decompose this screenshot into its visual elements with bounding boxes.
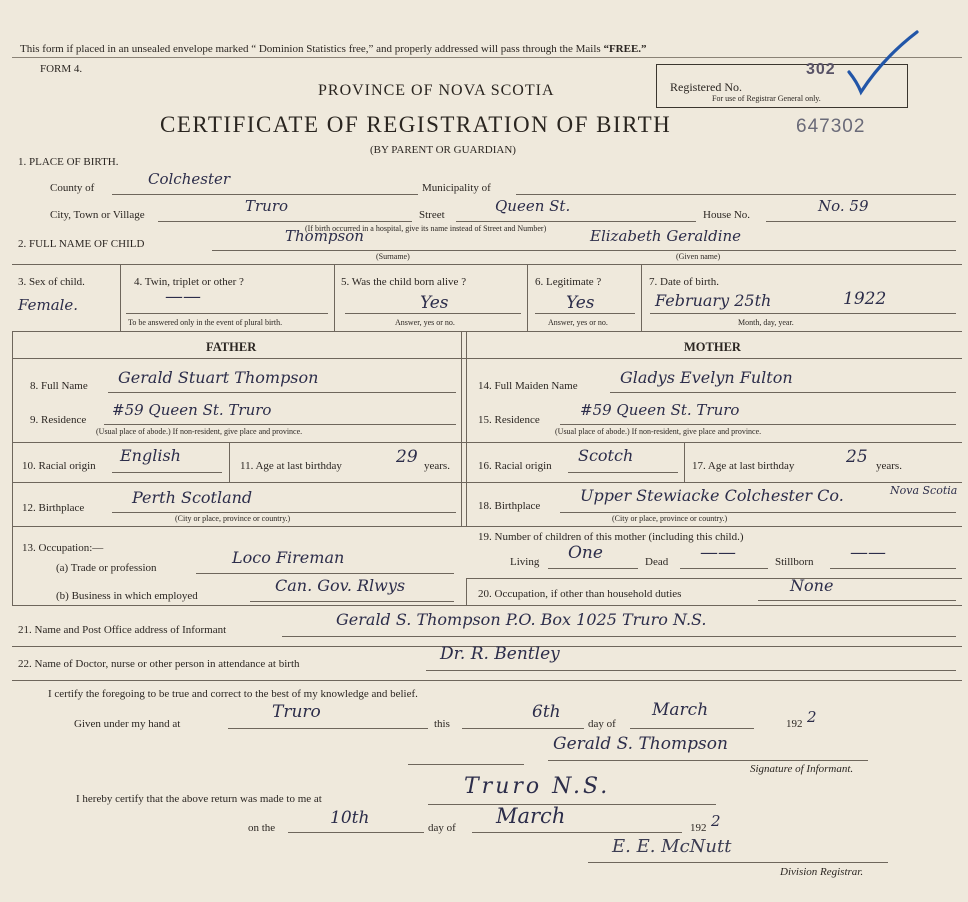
- row-rule-7: [12, 680, 962, 681]
- mother-racial-label: 16. Racial origin: [478, 460, 552, 472]
- mother-residence-label: 15. Residence: [478, 414, 540, 426]
- row-rule-3: [12, 526, 962, 527]
- living-value: One: [568, 543, 603, 563]
- twin-line: [126, 313, 328, 314]
- father-birthplace-note: (City or place, province or country.): [175, 514, 291, 523]
- county-label: County of: [50, 182, 95, 194]
- dob-line: [650, 313, 956, 314]
- child-name-line: [212, 250, 956, 251]
- mail-notice-text: This form if placed in an unsealed envelope marked “ Dominion Statistics free,” and properly addressed will pass through the Mails: [20, 43, 601, 55]
- father-name-line: [108, 392, 456, 393]
- informant-signature-line: [548, 760, 868, 761]
- dead-value: ——: [700, 542, 736, 563]
- dob-label: 7. Date of birth.: [649, 276, 719, 288]
- father-age-unit: years.: [424, 460, 450, 472]
- mother-age-unit: years.: [876, 460, 902, 472]
- father-birthplace-line: [112, 512, 456, 513]
- municipality-label: Municipality of: [422, 182, 491, 194]
- row-rule-2: [12, 482, 962, 483]
- registrar-month-line: [472, 832, 682, 833]
- mother-occupation-value: None: [790, 576, 834, 595]
- father-racial-line: [112, 472, 222, 473]
- house-value: No. 59: [818, 197, 869, 215]
- registrar-signature-line: [588, 862, 888, 863]
- given-caption: (Given name): [676, 252, 721, 261]
- parents-left-border: [12, 331, 13, 605]
- father-name-value: Gerald Stuart Thompson: [118, 368, 319, 387]
- child-surname: Thompson: [285, 227, 364, 245]
- mother-birthplace-extra: Nova Scotia: [890, 484, 958, 497]
- mother-maiden-line: [610, 392, 956, 393]
- given-year-suffix: 2: [807, 708, 817, 726]
- mother-age-label: 17. Age at last birthday: [692, 460, 795, 472]
- informant-value: Gerald S. Thompson P.O. Box 1025 Truro N.S.: [336, 610, 707, 629]
- sex-label: 3. Sex of child.: [18, 276, 85, 288]
- facts-bottom-rule: [12, 331, 962, 332]
- father-racial-value: English: [120, 446, 181, 465]
- legitimate-line: [535, 313, 635, 314]
- business-value: Can. Gov. Rlwys: [275, 576, 406, 595]
- twin-value: ——: [165, 286, 201, 307]
- informant-caption: Signature of Informant.: [750, 763, 854, 775]
- legitimate-label: 6. Legitimate ?: [535, 276, 602, 288]
- parents-center-divider-2: [466, 331, 467, 526]
- doctor-label: 22. Name of Doctor, nurse or other person in attendance at birth: [18, 658, 300, 670]
- city-value: Truro: [245, 197, 289, 215]
- twin-label: 4. Twin, triplet or other ?: [134, 276, 244, 288]
- living-label: Living: [510, 556, 540, 568]
- legitimate-value: Yes: [566, 293, 595, 313]
- alive-line: [345, 313, 521, 314]
- child-name-label: 2. FULL NAME OF CHILD: [18, 238, 145, 250]
- doctor-line: [426, 670, 956, 671]
- registrar-place-line: [428, 804, 716, 805]
- given-day-of-label: day of: [588, 718, 616, 730]
- trade-value: Loco Fireman: [232, 548, 345, 567]
- mother-heading: MOTHER: [684, 340, 741, 354]
- registrar-day-of-label: day of: [428, 822, 456, 834]
- surname-caption: (Surname): [376, 252, 410, 261]
- dob-note: Month, day, year.: [738, 318, 794, 327]
- registrar-caption: Division Registrar.: [780, 866, 864, 878]
- dob-month-day: February 25th: [655, 291, 772, 310]
- mother-racial-value: Scotch: [578, 446, 634, 465]
- registrar-place-value: Truro N.S.: [464, 774, 611, 799]
- father-residence-label: 9. Residence: [30, 414, 87, 426]
- mail-notice: [20, 43, 647, 55]
- mail-notice-free: “FREE.”: [603, 43, 647, 55]
- informant-line: [282, 636, 956, 637]
- certificate-subtitle: (BY PARENT OR GUARDIAN): [370, 144, 516, 156]
- given-month-value: March: [652, 700, 709, 720]
- business-line: [250, 601, 454, 602]
- father-name-label: 8. Full Name: [30, 380, 88, 392]
- stillborn-label: Stillborn: [775, 556, 814, 568]
- mother-occupation-label: 20. Occupation, if other than household duties: [478, 588, 682, 600]
- county-value: Colchester: [148, 170, 231, 188]
- registrar-day-value: 10th: [330, 808, 370, 828]
- registrar-note: For use of Registrar General only.: [712, 94, 821, 103]
- trade-line: [196, 573, 454, 574]
- given-day-line: [462, 728, 584, 729]
- mother-birthplace-note: (City or place, province or country.): [612, 514, 728, 523]
- children-label: 19. Number of children of this mother (including this child.): [478, 531, 744, 543]
- checkmark-icon: [845, 28, 920, 96]
- occupation-divider: [466, 578, 467, 605]
- registrar-statement: I hereby certify that the above return was made to me at: [76, 793, 322, 805]
- father-racial-divider: [229, 442, 230, 482]
- facts-divider-4: [641, 264, 642, 331]
- house-label: House No.: [703, 209, 751, 221]
- given-place-value: Truro: [272, 702, 321, 722]
- mother-birthplace-label: 18. Birthplace: [478, 500, 541, 512]
- registrar-year-prefix: 192: [690, 822, 707, 834]
- facts-divider-2: [334, 264, 335, 331]
- father-birthplace-value: Perth Scotland: [132, 488, 253, 507]
- registrar-month-value: March: [496, 804, 566, 828]
- given-year-prefix: 192: [786, 718, 803, 730]
- form-number: FORM 4.: [40, 63, 83, 75]
- alive-value: Yes: [420, 293, 449, 313]
- certify-statement: I certify the foregoing to be true and correct to the best of my knowledge and belief.: [48, 688, 418, 700]
- father-age-label: 11. Age at last birthday: [240, 460, 342, 472]
- municipality-line: [516, 194, 956, 195]
- signature-short-line: [408, 764, 524, 765]
- father-racial-label: 10. Racial origin: [22, 460, 96, 472]
- row-rule-1: [12, 442, 962, 443]
- this-label: this: [434, 718, 450, 730]
- father-residence-note: (Usual place of abode.) If non-resident, give place and province.: [96, 427, 303, 436]
- handwritten-number: 647302: [796, 116, 866, 137]
- province-heading: PROVINCE OF NOVA SCOTIA: [318, 82, 555, 99]
- registrar-signature: E. E. McNutt: [612, 836, 732, 857]
- heading-rule: [12, 358, 962, 359]
- mother-occupation-line: [758, 600, 956, 601]
- mother-racial-line: [568, 472, 678, 473]
- given-day-value: 6th: [532, 702, 561, 722]
- mother-racial-divider: [684, 442, 685, 482]
- county-line: [112, 194, 418, 195]
- father-age-value: 29: [396, 447, 418, 467]
- hospital-note: (If birth occurred in a hospital, give its name instead of Street and Number): [305, 224, 547, 233]
- registered-label: Registered No.: [670, 80, 742, 94]
- top-rule: [12, 57, 962, 58]
- father-birthplace-label: 12. Birthplace: [22, 502, 85, 514]
- mother-maiden-label: 14. Full Maiden Name: [478, 380, 578, 392]
- given-place-line: [228, 728, 428, 729]
- row-rule-5: [12, 605, 962, 606]
- business-label: (b) Business in which employed: [56, 590, 198, 602]
- row-rule-4: [466, 578, 962, 579]
- mother-residence-line: [560, 424, 956, 425]
- parents-center-divider: [461, 331, 462, 526]
- alive-note: Answer, yes or no.: [395, 318, 455, 327]
- dob-year: 1922: [843, 289, 887, 309]
- mother-residence-value: #59 Queen St. Truro: [580, 401, 740, 419]
- dead-line: [680, 568, 768, 569]
- registrar-year-suffix: 2: [711, 812, 721, 830]
- trade-label: (a) Trade or profession: [56, 562, 157, 574]
- street-line: [456, 221, 696, 222]
- street-value: Queen St.: [495, 197, 571, 215]
- given-under-label: Given under my hand at: [74, 718, 181, 730]
- alive-label: 5. Was the child born alive ?: [341, 276, 467, 288]
- stillborn-value: ——: [850, 542, 886, 563]
- place-of-birth-label: 1. PLACE OF BIRTH.: [18, 156, 119, 168]
- registrar-day-line: [288, 832, 424, 833]
- mother-maiden-value: Gladys Evelyn Fulton: [620, 368, 793, 387]
- father-residence-value: #59 Queen St. Truro: [112, 401, 272, 419]
- facts-divider-3: [527, 264, 528, 331]
- facts-divider-1: [120, 264, 121, 331]
- father-heading: FATHER: [206, 340, 257, 354]
- registered-number: 302: [806, 61, 836, 78]
- given-month-line: [630, 728, 754, 729]
- certificate-title: CERTIFICATE OF REGISTRATION OF BIRTH: [160, 112, 672, 137]
- informant-label: 21. Name and Post Office address of Informant: [18, 624, 227, 636]
- mother-residence-note: (Usual place of abode.) If non-resident, give place and province.: [555, 427, 762, 436]
- informant-signature: Gerald S. Thompson: [553, 734, 728, 754]
- twin-note: To be answered only in the event of plural birth.: [128, 318, 283, 327]
- mother-birthplace-value: Upper Stewiacke Colchester Co.: [580, 486, 844, 505]
- dead-label: Dead: [645, 556, 669, 568]
- legitimate-note: Answer, yes or no.: [548, 318, 608, 327]
- street-label: Street: [419, 209, 445, 221]
- city-label: City, Town or Village: [50, 209, 145, 221]
- sex-value: Female.: [18, 296, 79, 314]
- stillborn-line: [830, 568, 956, 569]
- facts-top-rule: [12, 264, 962, 265]
- child-given-name: Elizabeth Geraldine: [590, 227, 742, 245]
- occupation-label: 13. Occupation:—: [22, 542, 104, 554]
- on-the-label: on the: [248, 822, 276, 834]
- house-line: [766, 221, 956, 222]
- city-line: [158, 221, 412, 222]
- mother-birthplace-line: [560, 512, 956, 513]
- living-line: [548, 568, 638, 569]
- mother-age-value: 25: [846, 447, 868, 467]
- doctor-value: Dr. R. Bentley: [440, 644, 560, 664]
- father-residence-line: [104, 424, 456, 425]
